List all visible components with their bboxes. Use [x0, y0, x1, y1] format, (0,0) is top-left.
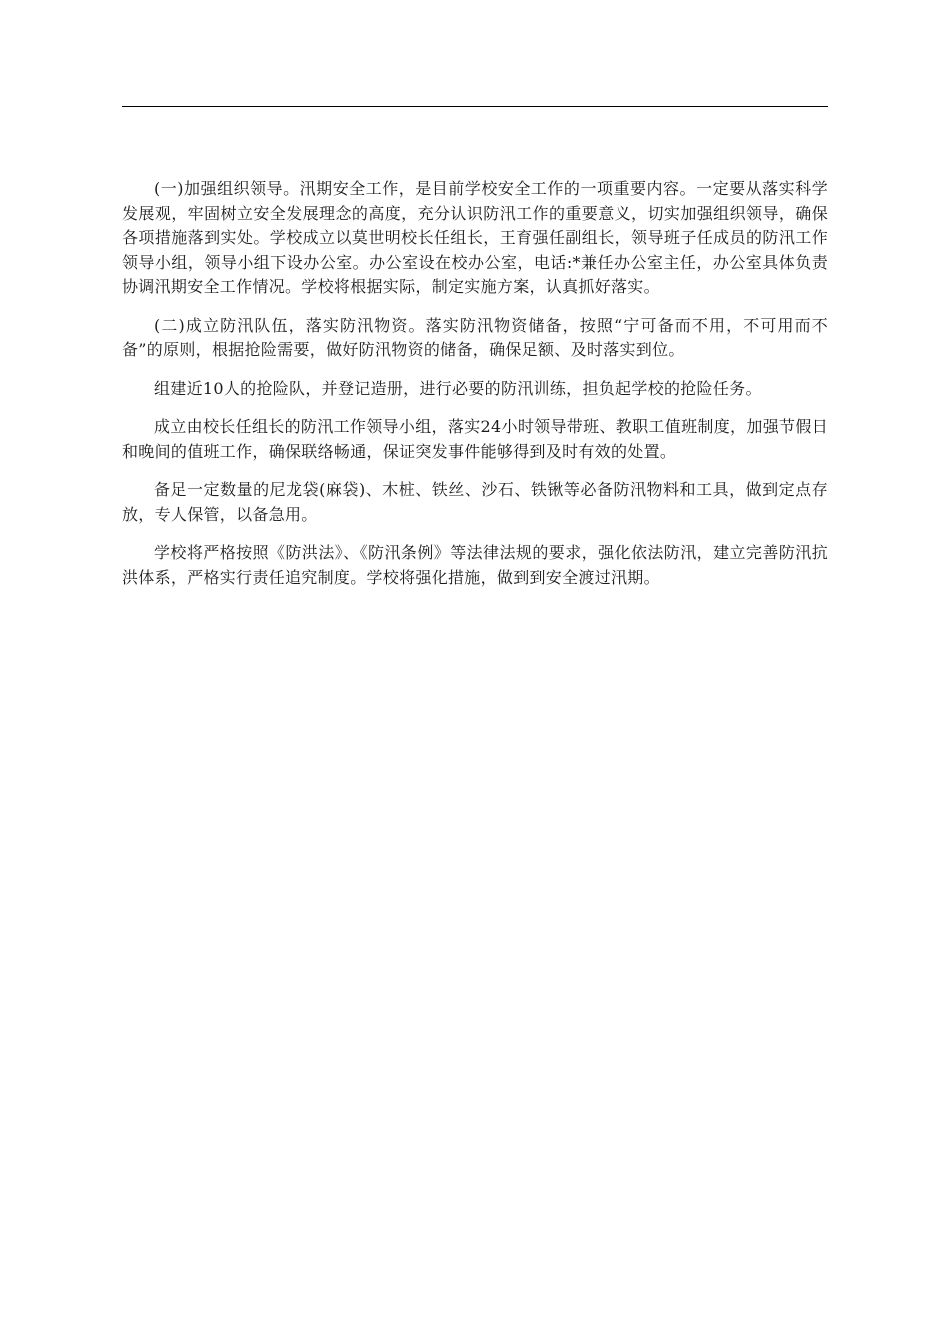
- header-rule: [122, 106, 828, 107]
- paragraph-team-supplies: (二)成立防汛队伍，落实防汛物资。落实防汛物资储备，按照“宁可备而不用，不可用而不备”的原则，根据抢险需要，做好防汛物资的储备，确保足额、及时落实到位。: [122, 315, 828, 359]
- paragraph-materials: 备足一定数量的尼龙袋(麻袋)、木桩、铁丝、沙石、铁锹等必备防汛物料和工具，做到定点存放，专人保管，以备急用。: [122, 480, 828, 524]
- paragraph-law-compliance: 学校将严格按照《防洪法》、《防汛条例》等法律法规的要求，强化依法防汛，建立完善防汛抗洪体系，严格实行责任追究制度。学校将强化措施，做到到安全渡过汛期。: [122, 543, 828, 587]
- paragraph-duty-system: 成立由校长任组长的防汛工作领导小组，落实24小时领导带班、教职工值班制度，加强节假日和晚间的值班工作，确保联络畅通，保证突发事件能够得到及时有效的处置。: [122, 417, 828, 461]
- paragraph-rescue-team: 组建近10人的抢险队，并登记造册，进行必要的防汛训练，担负起学校的抢险任务。: [154, 378, 762, 398]
- paragraph-organization: (一)加强组织领导。汛期安全工作，是目前学校安全工作的一项重要内容。一定要从落实科学发展观，牢固树立安全发展理念的高度，充分认识防汛工作的重要意义，切实加强组织领导，确保各项措施落到实处。学校成立以莫世明校长任组长，王育强任副组长，领导班子任成员的防汛工作领导小组，领导小组下设办公室。办公室设在校办公室，电话:*兼任办公室主任，办公室具体负责协调汛期安全工作情况。学校将根据实际，制定实施方案，认真抓好落实。: [122, 179, 828, 296]
- document-body: [122, 177, 828, 604]
